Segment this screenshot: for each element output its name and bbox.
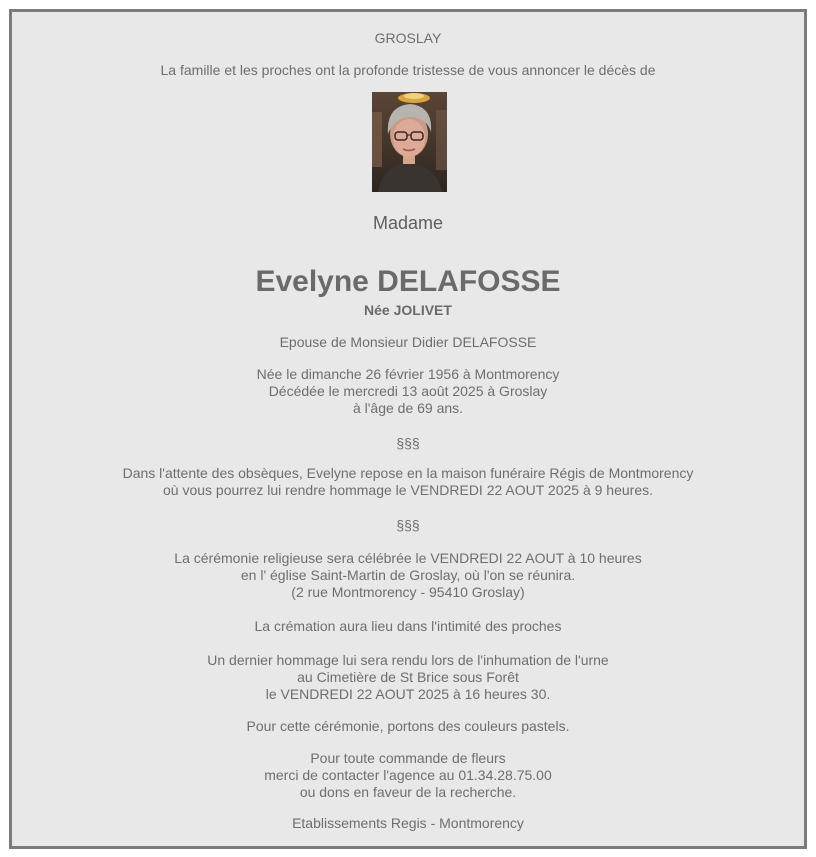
ceremony-info [12, 550, 804, 601]
agency-line: Etablissements Regis - Montmorency [292, 815, 524, 831]
town-heading: GROSLAY [374, 30, 442, 46]
wake-line-1: Dans l'attente des obsèques, Evelyne repose en la maison funéraire Régis de Montmorency [122, 465, 694, 481]
portrait-image [372, 92, 447, 192]
intro-text: La famille et les proches ont la profonde tristesse de vous annoncer le décès de [160, 62, 656, 78]
wake-info [12, 465, 804, 499]
age-line: à l'âge de 69 ans. [352, 400, 464, 416]
urn-info [12, 652, 804, 703]
flowers-line-3: ou dons en faveur de la recherche. [299, 784, 517, 800]
separator-2: §§§ [396, 517, 420, 533]
wake-line-2: où vous pourrez lui rendre hommage le VENDREDI 22 AOUT 2025 à 9 heures. [163, 482, 653, 498]
urn-line-3: le VENDREDI 22 AOUT 2025 à 16 heures 30. [265, 686, 551, 702]
urn-line-1: Un dernier hommage lui sera rendu lors de l'inhumation de l'urne [207, 652, 609, 668]
death-line: Décédée le mercredi 13 août 2025 à Groslay [268, 383, 548, 399]
ceremony-line-2: en l' église Saint-Martin de Groslay, où l'on se réunira. [240, 567, 576, 583]
flowers-line-2: merci de contacter l'agence au 01.34.28.75.00 [264, 767, 552, 783]
obituary-frame [9, 9, 807, 849]
urn-line-2: au Cimetière de St Brice sous Forêt [297, 669, 519, 685]
separator-1: §§§ [396, 435, 420, 451]
spouse-line: Epouse de Monsieur Didier DELAFOSSE [279, 334, 537, 350]
ceremony-line-1: La cérémonie religieuse sera célébrée le VENDREDI 22 AOUT à 10 heures [174, 550, 642, 566]
maiden-name: Née JOLIVET [364, 302, 452, 318]
deceased-name: Evelyne DELAFOSSE [255, 265, 561, 298]
portrait-photo [372, 92, 447, 192]
ceremony-line-3: (2 rue Montmorency - 95410 Groslay) [291, 584, 525, 600]
birth-line: Née le dimanche 26 février 1956 à Montmorency [256, 366, 560, 382]
cremation-line: La crémation aura lieu dans l'intimité des proches [254, 618, 562, 634]
life-dates [12, 366, 804, 417]
flowers-info [12, 750, 804, 801]
flowers-line-1: Pour toute commande de fleurs [310, 750, 506, 766]
dress-code-line: Pour cette cérémonie, portons des couleurs pastels. [246, 718, 570, 734]
civility: Madame [372, 213, 444, 233]
